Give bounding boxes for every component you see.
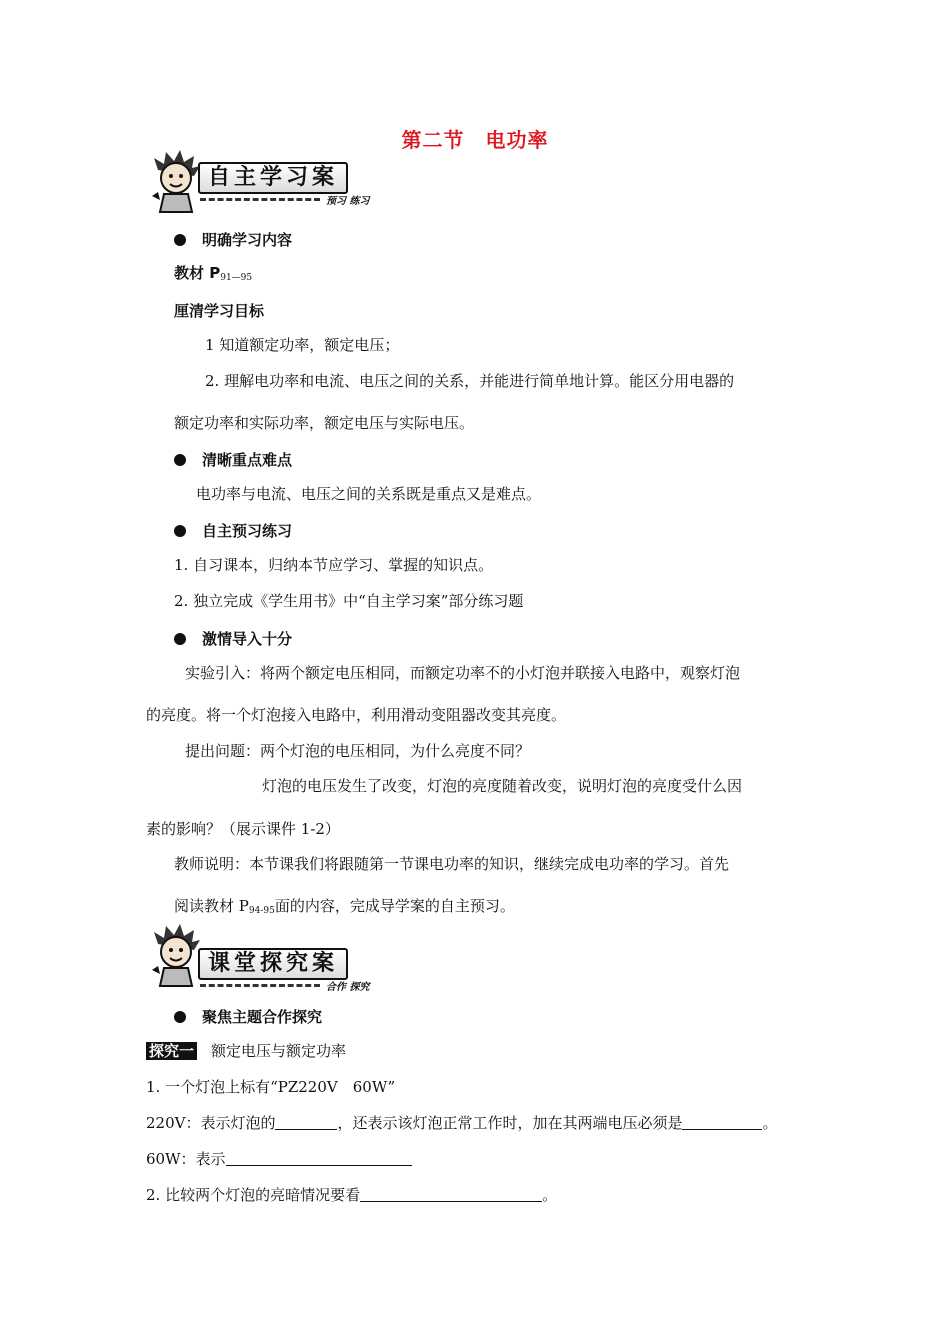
- intro-paragraph-line1: 实验引入：将两个额定电压相同，而额定功率不的小灯泡并联接入电路中，观察灯泡: [185, 664, 741, 682]
- preview-item-2: 2. 独立完成《学生用书》中“自主学习案”部分练习题: [174, 592, 524, 610]
- section-heading: 自主预习练习: [174, 520, 292, 541]
- observation-line1: 灯泡的电压发生了改变，灯泡的亮度随着改变，说明灯泡的亮度受什么因: [262, 777, 743, 795]
- question-1: 1. 一个灯泡上标有“PZ220V 60W”: [146, 1078, 396, 1096]
- banner-subtitle: 合作 探究: [326, 982, 370, 993]
- section-heading: 明确学习内容: [174, 229, 292, 250]
- goal-2-line2: 额定功率和实际功率，额定电压与实际电压。: [174, 414, 475, 432]
- intro-paragraph-line2: 的亮度。将一个灯泡接入电路中，利用滑动变阻器改变其亮度。: [146, 706, 567, 724]
- preview-item-1: 1. 自习课本，归纳本节应学习、掌握的知识点。: [174, 556, 494, 574]
- banner-title: 课堂探究案: [198, 948, 348, 980]
- goal-2-line1: 2. 理解电功率和电流、电压之间的关系，并能进行简单地计算。能区分用电器的: [205, 372, 735, 390]
- banner-divider: [200, 198, 320, 201]
- banner-title: 自主学习案: [198, 162, 348, 194]
- textbook-pages: 教材 $P_{91—95}$: [174, 264, 253, 283]
- answer-blank[interactable]: [275, 1115, 337, 1130]
- bullet-icon: [174, 234, 186, 246]
- bullet-icon: [174, 525, 186, 537]
- observation-line2: 素的影响？（展示课件 1-2）: [146, 820, 340, 838]
- banner-subtitle: 预习 练习: [326, 196, 370, 207]
- answer-blank[interactable]: [682, 1115, 762, 1130]
- answer-blank[interactable]: [360, 1187, 542, 1202]
- inquiry-banner: [140, 922, 390, 993]
- key-points-text: 电功率与电流、电压之间的关系既是重点又是难点。: [196, 485, 542, 503]
- inquiry-tag: 探究一: [146, 1042, 197, 1060]
- section-heading: 激情导入十分: [174, 628, 292, 649]
- bullet-icon: [174, 1011, 186, 1023]
- goal-1: 1 知道额定功率，额定电压；: [205, 336, 400, 354]
- self-study-banner: [140, 148, 390, 216]
- inquiry-topic: 探究一 额定电压与额定功率: [146, 1042, 346, 1060]
- section-heading: 清晰重点难点: [174, 449, 292, 470]
- banner-divider: [200, 984, 320, 987]
- question-paragraph: 提出问题：两个灯泡的电压相同，为什么亮度不同？: [185, 742, 531, 760]
- question-1-voltage: 220V：表示灯泡的 ，还表示该灯泡正常工作时，加在其两端电压必须是 。: [146, 1114, 778, 1132]
- answer-blank[interactable]: [226, 1151, 412, 1166]
- goals-heading: 厘清学习目标: [174, 302, 265, 320]
- bullet-icon: [174, 633, 186, 645]
- page-title: 第二节 电功率: [401, 128, 549, 152]
- question-1-power: 60W：表示: [146, 1150, 412, 1168]
- bullet-icon: [174, 454, 186, 466]
- question-2: 2. 比较两个灯泡的亮暗情况要看 。: [146, 1186, 558, 1204]
- section-heading: 聚焦主题合作探究: [174, 1006, 322, 1027]
- teacher-note-line2: 阅读教材 $P_{94-95}$面的内容，完成导学案的自主预习。: [174, 897, 515, 916]
- teacher-note-line1: 教师说明：本节课我们将跟随第一节课电功率的知识，继续完成电功率的学习。首先: [174, 855, 730, 873]
